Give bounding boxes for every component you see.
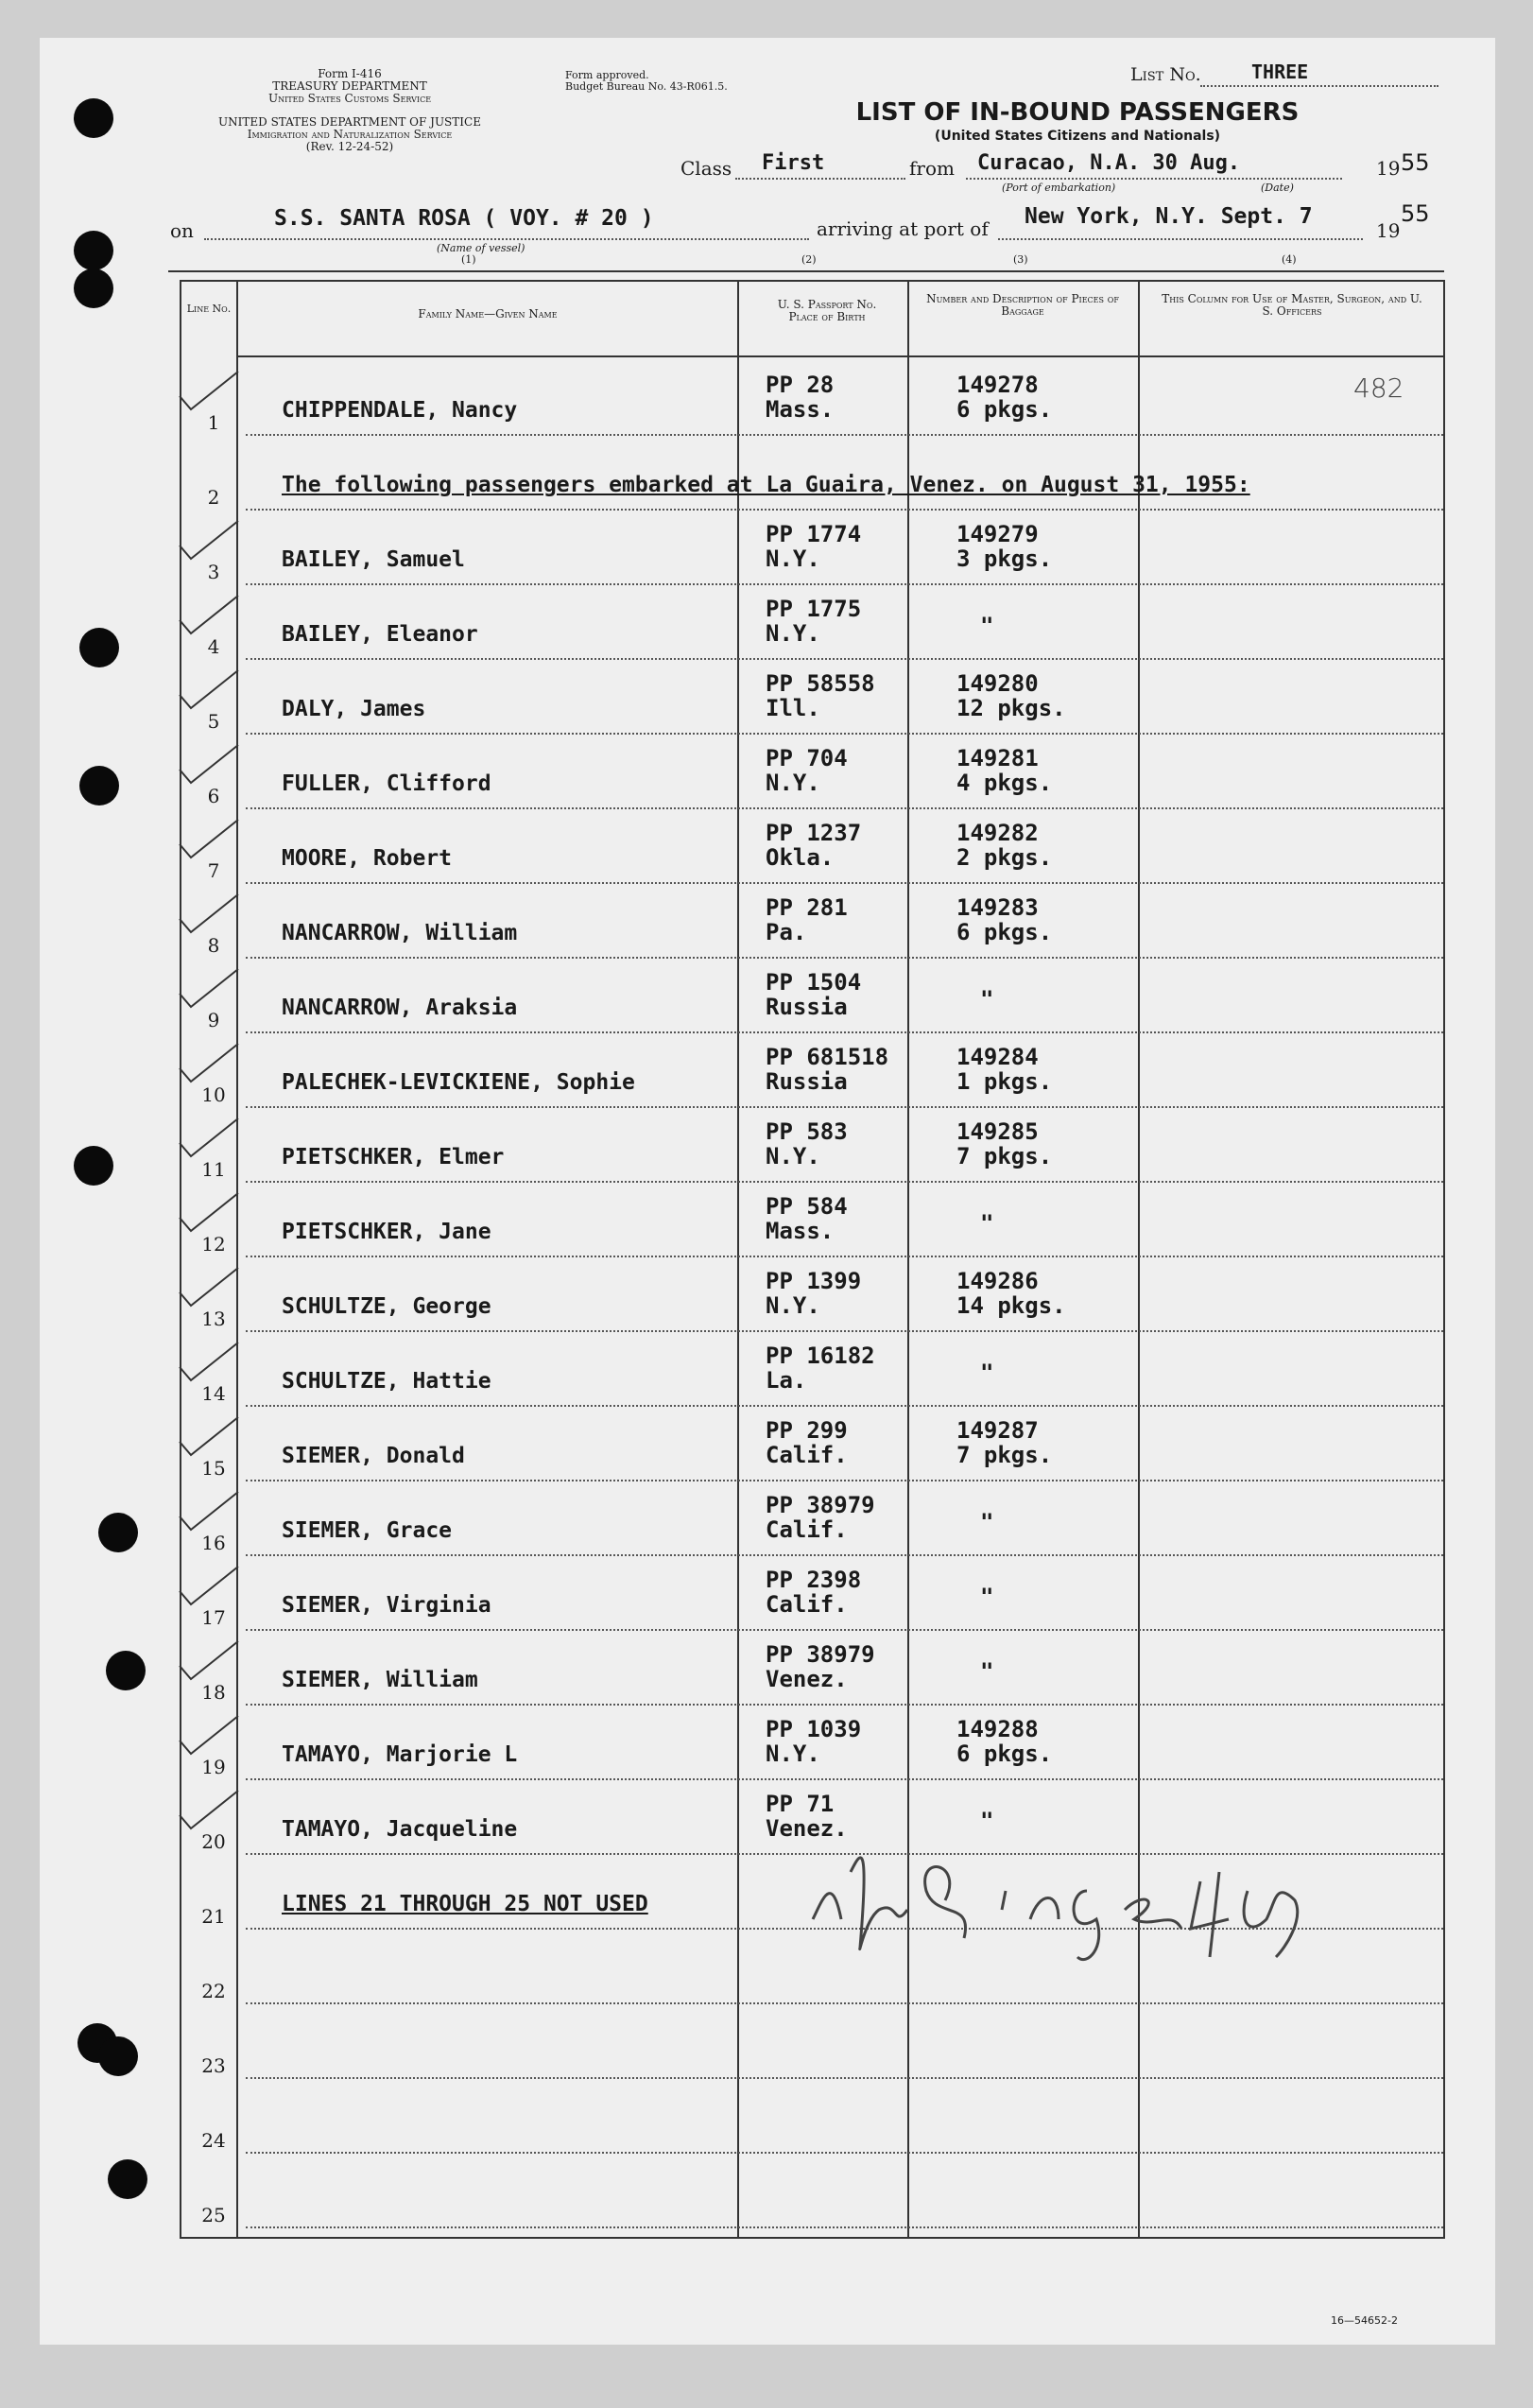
line-number: 5 (207, 710, 220, 733)
ditto-mark: " (980, 986, 994, 1013)
passenger-name: TAMAYO, Jacqueline (282, 1817, 518, 1842)
place-of-birth: Okla. (766, 844, 835, 871)
punch-hole (74, 98, 113, 138)
line-number: 18 (201, 1681, 226, 1704)
list-no-line (1200, 64, 1438, 87)
table-row (181, 1108, 1443, 1183)
from-value: Curacao, N.A. 30 Aug. (977, 151, 1241, 175)
date-caption: (Date) (1261, 182, 1294, 194)
port-caption: (Port of embarkation) (1002, 182, 1116, 194)
table-row (181, 1631, 1443, 1706)
inspector-signature (803, 1815, 1333, 1976)
baggage-description: 6 pkgs. (956, 1741, 1053, 1767)
baggage-number: 149283 (956, 894, 1039, 921)
column-number-2: (2) (801, 253, 817, 266)
checkmark-icon (176, 816, 242, 863)
table-row (181, 809, 1443, 884)
ditto-mark: " (980, 1509, 994, 1535)
passport-number: PP 58558 (766, 670, 875, 697)
table-row (181, 1556, 1443, 1631)
passport-number: PP 1399 (766, 1268, 862, 1294)
agency-ins: Immigration and Naturalization Service (247, 128, 453, 141)
checkmark-icon (176, 741, 242, 788)
list-no-label: List No. (1130, 64, 1201, 85)
passport-number: PP 704 (766, 745, 848, 771)
line-number: 20 (201, 1830, 226, 1853)
line-number: 9 (207, 1009, 220, 1031)
checkmark-icon (176, 1787, 242, 1834)
passenger-name: SIEMER, Donald (282, 1444, 465, 1468)
year-prefix-1: 19 (1376, 157, 1401, 180)
passport-number: PP 71 (766, 1791, 835, 1817)
page-title: LIST OF IN-BOUND PASSENGERS (855, 98, 1300, 127)
passport-number: PP 28 (766, 372, 835, 398)
table-row (181, 1257, 1443, 1332)
baggage-description: 7 pkgs. (956, 1442, 1053, 1468)
table-row (181, 2154, 1443, 2228)
line-number: 2 (207, 486, 220, 509)
agency-customs: United States Customs Service (267, 92, 432, 105)
checkmark-icon (176, 592, 242, 639)
checkmark-icon (176, 1264, 242, 1311)
table-row (181, 1407, 1443, 1481)
line-number: 3 (207, 561, 220, 583)
line-number: 17 (201, 1606, 226, 1629)
passenger-name: BAILEY, Eleanor (282, 622, 478, 647)
col-header-name: Family Name—Given Name (418, 307, 558, 320)
checkmark-icon (176, 1413, 242, 1461)
budget-bureau: Budget Bureau No. 43-R061.5. (565, 80, 728, 93)
punch-hole (79, 766, 119, 806)
ditto-mark: " (980, 1360, 994, 1386)
column-number-1: (1) (461, 253, 476, 266)
passenger-name: PIETSCHKER, Elmer (282, 1145, 505, 1169)
passport-number: PP 583 (766, 1118, 848, 1145)
year-prefix-2: 19 (1376, 219, 1401, 242)
checkmark-icon (176, 1488, 242, 1535)
checkmark-icon (176, 1115, 242, 1162)
page-subtitle: (United States Citizens and Nationals) (934, 129, 1221, 144)
passenger-name: FULLER, Clifford (282, 771, 491, 796)
header-rule (168, 270, 1444, 272)
baggage-number: 149278 (956, 372, 1039, 398)
agency-block (170, 68, 529, 153)
place-of-birth: N.Y. (766, 1143, 820, 1169)
passport-number: PP 1237 (766, 820, 862, 846)
row-note: The following passengers embarked at La Guaira, Venez. on August 31, 1955: (282, 473, 1250, 497)
checkmark-icon (176, 1339, 242, 1386)
line-number: 16 (201, 1532, 226, 1554)
table-row (181, 436, 1443, 511)
print-code: 16—54652-2 (1331, 2314, 1398, 2327)
punch-hole (108, 2159, 147, 2199)
col-header-passport: U. S. Passport No. Place of Birth (777, 298, 877, 323)
baggage-number: 149285 (956, 1118, 1039, 1145)
baggage-description: 14 pkgs. (956, 1292, 1066, 1319)
passport-number: PP 1774 (766, 521, 862, 547)
table-row (181, 1183, 1443, 1257)
baggage-number: 149280 (956, 670, 1039, 697)
approval-block (565, 70, 728, 93)
line-number: 6 (207, 785, 220, 807)
place-of-birth: Pa. (766, 919, 807, 945)
line-number: 21 (201, 1905, 226, 1928)
ditto-mark: " (980, 1210, 994, 1237)
list-no-value: THREE (1251, 61, 1309, 83)
place-of-birth: N.Y. (766, 1741, 820, 1767)
passenger-name: NANCARROW, William (282, 921, 518, 945)
table-row (181, 735, 1443, 809)
passenger-name: PALECHEK-LEVICKIENE, Sophie (282, 1070, 635, 1095)
passenger-name: NANCARROW, Araksia (282, 996, 518, 1020)
punch-hole (79, 628, 119, 667)
table-row (181, 1332, 1443, 1407)
checkmark-icon (176, 1712, 242, 1759)
column-number-4: (4) (1282, 253, 1297, 266)
punch-hole (106, 1651, 146, 1690)
baggage-description: 3 pkgs. (956, 546, 1053, 572)
form-approved: Form approved. (565, 69, 649, 81)
passport-number: PP 38979 (766, 1641, 875, 1668)
baggage-description: 4 pkgs. (956, 770, 1053, 796)
passport-number: PP 16182 (766, 1343, 875, 1369)
place-of-birth: N.Y. (766, 1292, 820, 1319)
class-label: Class (680, 157, 732, 180)
passenger-name: BAILEY, Samuel (282, 547, 465, 572)
baggage-number: 149288 (956, 1716, 1039, 1742)
checkmark-icon (176, 1637, 242, 1685)
checkmark-icon (176, 667, 242, 714)
table-row (181, 959, 1443, 1033)
officer-note: 482 (1353, 372, 1404, 404)
vessel-caption: (Name of vessel) (437, 242, 525, 254)
place-of-birth: Russia (766, 1068, 848, 1095)
on-label: on (170, 219, 194, 242)
passenger-name: SCHULTZE, Hattie (282, 1369, 491, 1394)
punch-hole (98, 1513, 138, 1552)
place-of-birth: Venez. (766, 1815, 848, 1842)
col-header-baggage: Number and Description of Pieces of Baggage (926, 292, 1119, 318)
ditto-mark: " (980, 1584, 994, 1610)
line-number: 13 (201, 1308, 226, 1330)
checkmark-icon (176, 965, 242, 1013)
line-number: 15 (201, 1457, 226, 1480)
row-rule (246, 2226, 1443, 2228)
passenger-name: SIEMER, Virginia (282, 1593, 491, 1618)
place-of-birth: Mass. (766, 396, 835, 423)
table-row (181, 1706, 1443, 1780)
punch-hole (74, 269, 113, 308)
place-of-birth: La. (766, 1367, 807, 1394)
checkmark-icon (176, 517, 242, 564)
baggage-description: 6 pkgs. (956, 396, 1053, 423)
passport-number: PP 281 (766, 894, 848, 921)
place-of-birth: N.Y. (766, 546, 820, 572)
passport-number: PP 1039 (766, 1716, 862, 1742)
line-number: 25 (201, 2204, 226, 2226)
table-row (181, 2004, 1443, 2079)
line-number: 19 (201, 1756, 226, 1778)
line-number: 22 (201, 1980, 226, 2002)
table-row (181, 660, 1443, 735)
ditto-mark: " (980, 1658, 994, 1685)
table-row (181, 1481, 1443, 1556)
passport-number: PP 2398 (766, 1567, 862, 1593)
baggage-number: 149287 (956, 1417, 1039, 1444)
passport-number: PP 681518 (766, 1044, 889, 1070)
line-number: 10 (201, 1083, 226, 1106)
place-of-birth: Calif. (766, 1591, 848, 1618)
punch-hole (74, 231, 113, 270)
passenger-name: PIETSCHKER, Jane (282, 1220, 491, 1244)
baggage-description: 6 pkgs. (956, 919, 1053, 945)
passport-number: PP 299 (766, 1417, 848, 1444)
line-number: 8 (207, 934, 220, 957)
checkmark-icon (176, 1563, 242, 1610)
baggage-number: 149286 (956, 1268, 1039, 1294)
revision-date: (Rev. 12-24-52) (305, 140, 394, 153)
header-underline (238, 355, 1443, 357)
passenger-name: MOORE, Robert (282, 846, 453, 871)
class-value: First (762, 151, 825, 175)
passenger-name: SIEMER, Grace (282, 1518, 453, 1543)
place-of-birth: Russia (766, 994, 848, 1020)
ditto-mark: " (980, 1808, 994, 1834)
checkmark-icon (176, 1040, 242, 1087)
passport-number: PP 1775 (766, 596, 862, 622)
column-number-3: (3) (1013, 253, 1028, 266)
passport-number: PP 1504 (766, 969, 862, 996)
table-row (181, 361, 1443, 436)
line-number: 7 (207, 859, 220, 882)
passenger-name: TAMAYO, Marjorie L (282, 1742, 518, 1767)
passenger-name: DALY, James (282, 697, 426, 721)
checkmark-icon (176, 1189, 242, 1237)
line-number: 1 (207, 411, 220, 434)
table-row (181, 884, 1443, 959)
place-of-birth: Calif. (766, 1442, 848, 1468)
place-of-birth: N.Y. (766, 770, 820, 796)
table-row (181, 2079, 1443, 2154)
agency-justice: UNITED STATES DEPARTMENT OF JUSTICE (218, 115, 481, 129)
baggage-description: 2 pkgs. (956, 844, 1053, 871)
passport-number: PP 584 (766, 1193, 848, 1220)
place-of-birth: Mass. (766, 1218, 835, 1244)
baggage-number: 149284 (956, 1044, 1039, 1070)
table-row (181, 585, 1443, 660)
place-of-birth: Calif. (766, 1516, 848, 1543)
arriving-label: arriving at port of (817, 217, 989, 240)
year-2: 55 (1401, 200, 1430, 227)
line-number: 23 (201, 2054, 226, 2077)
year-1: 55 (1401, 149, 1430, 176)
line-number: 14 (201, 1382, 226, 1405)
place-of-birth: N.Y. (766, 620, 820, 647)
from-label: from (909, 157, 955, 180)
punch-hole (98, 2036, 138, 2076)
agency-treasury: TREASURY DEPARTMENT (272, 79, 427, 93)
checkmark-icon (176, 891, 242, 938)
arrival-value: New York, N.Y. Sept. 7 (1025, 204, 1313, 229)
ditto-mark: " (980, 613, 994, 639)
baggage-description: 7 pkgs. (956, 1143, 1053, 1169)
line-number: 24 (201, 2129, 226, 2152)
passenger-name: SIEMER, William (282, 1668, 478, 1692)
passport-number: PP 38979 (766, 1492, 875, 1518)
baggage-description: 12 pkgs. (956, 695, 1066, 721)
col-header-officers: This Column for Use of Master, Surgeon, and U. S. Officers (1162, 292, 1422, 318)
line-number: 12 (201, 1233, 226, 1256)
form-number: Form I-416 (318, 67, 382, 80)
baggage-number: 149281 (956, 745, 1039, 771)
row-note: LINES 21 THROUGH 25 NOT USED (282, 1892, 648, 1916)
punch-hole (74, 1146, 113, 1186)
table-row (181, 511, 1443, 585)
passenger-name: CHIPPENDALE, Nancy (282, 398, 518, 423)
line-number: 4 (207, 635, 220, 658)
baggage-number: 149279 (956, 521, 1039, 547)
col-header-line-no: Line No. (186, 303, 232, 315)
baggage-description: 1 pkgs. (956, 1068, 1053, 1095)
vessel-name: S.S. SANTA ROSA ( VOY. # 20 ) (274, 206, 654, 231)
passenger-name: SCHULTZE, George (282, 1294, 491, 1319)
line-number: 11 (201, 1158, 226, 1181)
checkmark-icon (176, 368, 242, 415)
place-of-birth: Ill. (766, 695, 820, 721)
baggage-number: 149282 (956, 820, 1039, 846)
table-row (181, 1033, 1443, 1108)
place-of-birth: Venez. (766, 1666, 848, 1692)
